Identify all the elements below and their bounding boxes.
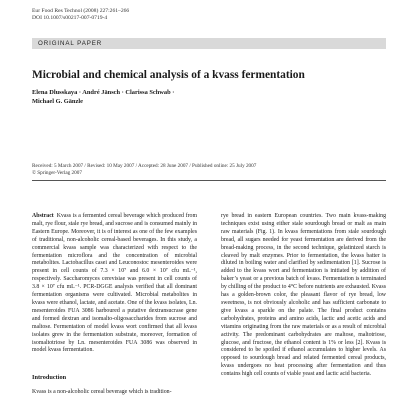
copyright-notice: © Springer-Verlag 2007 [32,170,82,176]
right-column-paragraph: rye bread in eastern European countries. Two main kvass-making techniques exist using either stale sourdough bread or malt as main raw materials (Fig. 1). In kvass fermentations from stale sourdough bread, all sugars needed for yeast fermentation are derived from the bread-making process, in the second technique, gelatinized starch is cleaved by malt enzymes. Prior to fermentation, the kvass batter is diluted in boiling water and clarified by sedimentation [1]. Sucrose is added to the kvass wort and fermentation is initiated by addition of baker’s yeast or a previous batch of kvass. Fermentation is terminated by chilling of the product to 4°C before nutrients are exhausted. Kvass has a golden-brown color, the pleasant flavor of rye bread, low sweetness, is not obviously alcoholic and has sufficient carbonate to give kvass a sparkle on the palate. The final product contains carbohydrates, proteins and amino acids, lactic and acetic acids and vitamins originating from the raw materials or as a result of microbial activity. The predominant carbohydrates are maltose, maltotriose, glucose, and fructose, the ethanol content is 1% or less [2]. Kvass is considered to be spoiled if ethanol accumulates to higher levels. As opposed to sourdough bread and related fermented cereal products, kvass undergoes no heat processing after fermentation and thus contains high cell counts of viable yeast and lactic acid bacteria. [221,213,386,378]
publication-history [32,163,386,177]
article-title: Microbial and chemical analysis of a kvass fermentation [32,69,305,81]
abstract-block [32,213,197,355]
authors-line-1: Elena Dlusskaya · André Jänsch · Clarissa Schwab · [32,89,175,96]
article-type-banner [32,38,386,49]
abstract-label: Abstract [32,213,54,219]
article-type-label: ORIGINAL PAPER [38,39,103,47]
authors-line-2: Michael G. Gänzle [32,98,83,105]
doi: DOI 10.1007/s00217-007-0719-4 [32,15,108,21]
journal-reference: Eur Food Res Technol (2008) 227:261–266 [32,8,130,14]
author-list [32,88,332,106]
journal-citation [32,8,129,22]
abstract-text: Kvass is a fermented cereal beverage which produced from malt, rye flour, stale rye bread, and sucrose and is consumed mainly in Eastern Europe. Moreover, it is of interest as one of the few examples of traditional, non-alcoholic cereal-based beverages. In this study, a commercial kvass sample was characterized with respect to the fermentation microflora and the concentration of microbial metabolites. Lactobacillus casei and Leuconostoc mesenteroides were present in cell counts of 7.3 × 10⁷ and 6.0 × 10⁷ cfu mL⁻¹, respectively. Saccharomyces cerevisiae was present in cell counts of 3.8 × 10⁷ cfu mL⁻¹. PCR-DGGE analysis verified that all dominant fermentation organisms were cultivated. Microbial metabolites in kvass were ethanol, lactate, and acetate. One of the kvass isolates, Ln. mesenteroides FUA 3086 harboured a putative dextransucrase gene and formed dextran and isomalto-oligosaccharides from sucrose and maltose. Fermentation of model kvass wort confirmed that all kvass isolates grew in the fermentation substrate, moreover, formation of isomaltotriose by Ln. mesenteroides FUA 3086 was observed in model kvass fermentation. [32,213,197,354]
introduction-text: Kvass is a non-alcoholic cereal beverage which is tradition- [32,389,172,395]
header-divider [32,180,386,181]
history-dates: Received: 5 March 2007 / Revised: 10 May 2007 / Accepted: 28 June 2007 / Published online: 25 July 2007 [32,163,257,169]
right-column-text [221,213,386,379]
section-heading-introduction: Introduction [32,374,67,381]
